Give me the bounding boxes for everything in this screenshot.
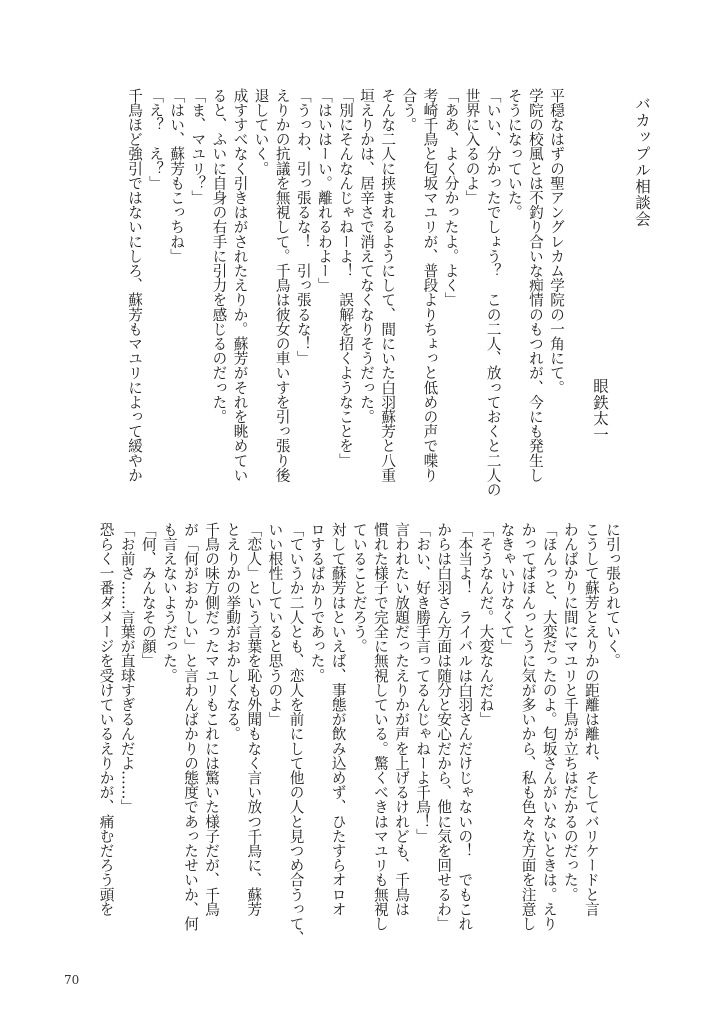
text-line: 平穏なはずの聖アングレカム学院の一角にて。 bbox=[548, 88, 565, 395]
chapter-title: バカップル相談会 bbox=[633, 96, 651, 228]
text-line: 学院の校風とは不釣り合いな痴情のもつれが、今にも発生し bbox=[526, 88, 544, 483]
text-line: ていることだろう。 bbox=[350, 522, 368, 654]
text-line: 「何、みんなその顔」 bbox=[139, 522, 157, 668]
text-line: 成すすべなく引きはがされたえりか。蘇芳がそれを眺めてい bbox=[231, 88, 249, 483]
text-line: わんばかりに間にマユリと千鳥が立ちはだかるのだった。 bbox=[561, 522, 579, 902]
text-line: 「ま、マユリ？」 bbox=[189, 88, 207, 205]
text-line: 慣れた様子で完全に無視している。驚くべきはマユリも無視し bbox=[371, 522, 389, 931]
text-line: 合う。 bbox=[400, 88, 418, 132]
text-line: 垣えりかは、居辛さで消えてなくなりそうだった。 bbox=[358, 88, 376, 424]
text-line: えりかの抗議を無視して。千鳥は彼女の車いすを引っ張り後 bbox=[273, 88, 291, 483]
text-line: 退していく。 bbox=[252, 88, 270, 176]
text-line: 「別にそんなんじゃねーよ！ 誤解を招くようなことを」 bbox=[337, 88, 354, 468]
text-line: 対して蘇芳はといえば、事態が飲み込めず、ひたすらオロオ bbox=[329, 522, 347, 917]
text-line: からは白羽さん方面は随分と安心だから、他に気を回せるわ」 bbox=[435, 522, 453, 931]
text-line: ロするばかりであった。 bbox=[308, 522, 326, 683]
text-line: ると、ふいに自身の右手に引力を感じるのだった。 bbox=[210, 88, 228, 424]
text-line: 「ほんっと、大変だったのよ。匂坂さんがいないときは。えり bbox=[540, 522, 558, 931]
text-line: 「恋人」という言葉を恥も外聞もなく言い放つ千鳥に、蘇芳 bbox=[245, 522, 263, 917]
text-line: も言えないようだった。 bbox=[160, 522, 178, 683]
text-line: 世界に入るのよ」 bbox=[463, 88, 481, 205]
text-line: とえりかの挙動がおかしくなる。 bbox=[224, 522, 242, 741]
text-line: 千鳥の味方側だったマユリもこれには驚いた様子だが、千鳥 bbox=[203, 522, 221, 917]
text-line: なきゃいけなくて」 bbox=[498, 522, 516, 654]
text-line: こうして蘇芳とえりかの距離は離れ、そしてバリケードと言 bbox=[582, 522, 600, 917]
text-line: いい根性していると思うのよ」 bbox=[266, 522, 284, 727]
text-line: そうになっていた。 bbox=[505, 88, 523, 220]
text-line: 恐らく一番ダメージを受けているえりかが、痛むだろう頭を bbox=[97, 522, 115, 917]
text-line: 「はいはーい。離れるわよー」 bbox=[315, 88, 333, 293]
text-line: 「おい、好き勝手言ってるんじゃねーよ千鳥！」 bbox=[414, 522, 432, 844]
text-line: 考崎千鳥と匂坂マユリが、普段よりちょっと低めの声で喋り bbox=[421, 88, 439, 483]
text-line: 「本当よ！ ライバルは白羽さんだけじゃないの！ でもこれ bbox=[456, 522, 474, 931]
text-line: 「え？ え？」 bbox=[147, 88, 165, 191]
text-line: が「何がおかしい」と言わんばかりの態度であったせいか、何 bbox=[182, 522, 199, 931]
text-line: に引っ張られていく。 bbox=[604, 522, 621, 668]
text-line: 「ていうか二人とも、恋人を前にして他の人と見つめ合うって、 bbox=[287, 522, 305, 946]
text-line: 「ああ、よく分かったよ。よく」 bbox=[442, 88, 460, 307]
text-line: 「いい、分かったでしょう？ この二人、放っておくと二人の bbox=[484, 88, 502, 497]
author-name: 眼鉄太一 bbox=[591, 378, 609, 443]
page-number: 70 bbox=[64, 973, 80, 987]
text-line: 「うっわ、引っ張るな！ 引っ張るな！」 bbox=[294, 88, 312, 366]
text-line: そんな二人に挟まれるようにして、間にいた白羽蘇芳と八重 bbox=[379, 88, 397, 483]
text-line: 言われたい放題だったえりかが声を上げるけれども、千鳥は bbox=[393, 522, 410, 917]
text-line: 千鳥ほど強引ではないにしろ、蘇芳もマユリによって緩やか bbox=[126, 88, 143, 483]
text-line: 「お前さ……言葉が直球すぎるんだよ……」 bbox=[118, 522, 136, 814]
text-line: かってばほんっとうに気が多いから、私も色々な方面を注意し bbox=[519, 522, 537, 931]
text-line: 「はい、蘇芳もこっちね」 bbox=[168, 88, 186, 264]
text-line: 「そうなんだ。大変なんだね」 bbox=[477, 522, 495, 727]
